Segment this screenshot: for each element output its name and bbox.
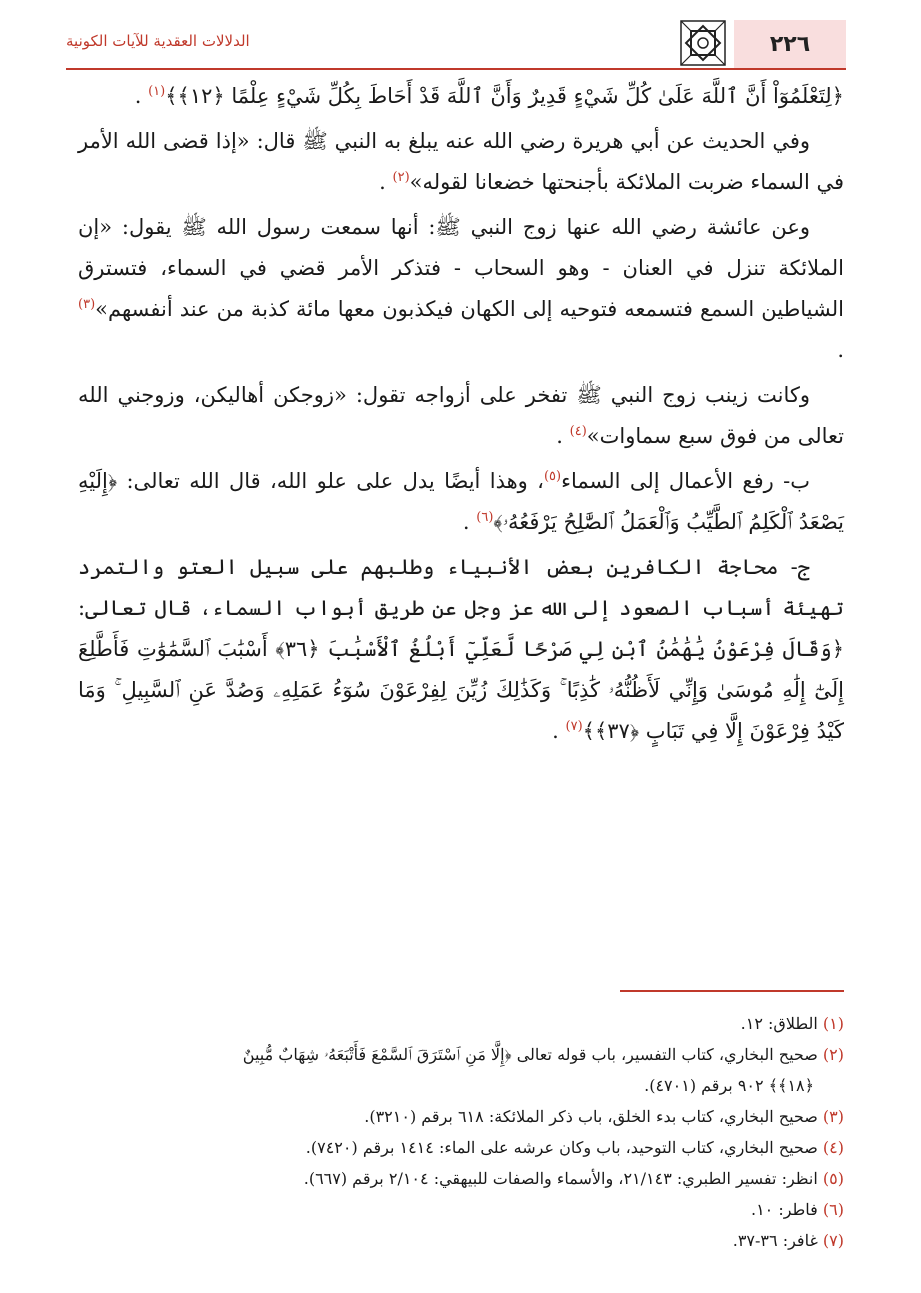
footnote-ref[interactable]: (١) (148, 84, 166, 99)
hadith-text: وكانت زينب زوج النبي ﷺ تفخر على أزواجه تقول: «زوجكن أهاليكن، وزوجني الله تعالى من فوق سبع سماوات» (78, 383, 844, 448)
footnote-item (78, 1008, 844, 1039)
footnote-divider (620, 990, 844, 992)
footnote-ref[interactable]: (٣) (78, 297, 96, 312)
footnotes (78, 1008, 844, 1256)
period: . (462, 510, 477, 534)
period: . (134, 84, 149, 108)
section-heading-b: ب- رفع الأعمال إلى السماء (561, 469, 810, 493)
hadith-text: وعن عائشة رضي الله عنها زوج النبي ﷺ: أنها سمعت رسول الله ﷺ يقول: «إن الملائكة تنزل في العنان - وهو السحاب - فتذكر الأمر قضي في السماء، فتسترق الشياطين السمع فتسمعه فتوحيه إلى الكهان فيكذبون معها مائة كذبة من عند أنفسهم» (78, 215, 844, 321)
footnote-item (78, 1163, 844, 1194)
footnote-text: فاطر: ١٠. (750, 1200, 818, 1219)
period: . (556, 424, 570, 448)
paragraph-2 (78, 121, 844, 203)
footnote-number: (٤) (822, 1138, 844, 1157)
footnote-item (78, 1225, 844, 1256)
footnote-text: غافر: ٣٦-٣٧. (732, 1231, 818, 1250)
period: . (552, 719, 566, 743)
footnote-continuation (78, 1070, 844, 1101)
footnote-ref[interactable]: (٧) (565, 719, 583, 734)
footnote-item (78, 1194, 844, 1225)
footnote-text: صحيح البخاري، كتاب بدء الخلق، باب ذكر الملائكة: ٦١٨ برقم (٣٢١٠). (364, 1107, 818, 1126)
paragraph-5 (78, 461, 844, 543)
octagram-ornament-icon (680, 20, 726, 66)
footnote-item (78, 1039, 844, 1070)
paragraph-3 (78, 207, 844, 371)
paragraph-1 (78, 76, 844, 117)
footnote-text: الطلاق: ١٢. (740, 1014, 818, 1033)
footnote-text: صحيح البخاري، كتاب التوحيد، باب وكان عرشه على الماء: ١٤١٤ برقم (٧٤٢٠). (305, 1138, 818, 1157)
paragraph-4 (78, 375, 844, 457)
hadith-text: وفي الحديث عن أبي هريرة رضي الله عنه يبلغ به النبي ﷺ قال: «إذا قضى الله الأمر في السماء ضربت الملائكة بأجنحتها خضعانا لقوله» (78, 129, 844, 194)
period: . (379, 170, 393, 194)
header-divider (66, 68, 846, 70)
body-text: ج- محاجة الكافرين بعض الأنبياء وطلبهم على سبيل العتو والتمرد تهيئة أسباب الصعود إلى الله عز وجل عن طريق أبواب السماء، قال تعالى: ﴿وَقَالَ فِرْعَوْنُ يَٰهَٰمَٰنُ ٱبْنِ لِي صَرْحًا لَّعَلِّيٓ أَبْلُغُ ٱلْأَسْبَٰبَ ﴿٣٦﴾ أَسْبَٰبَ ٱلسَّمَٰوَٰتِ فَأَطَّلِعَ إِلَىٰٓ إِلَٰهِ مُوسَىٰ وَإِنِّي لَأَظُنُّهُۥ كَٰذِبًا ۚ وَكَذَٰلِكَ زُيِّنَ لِفِرْعَوْنَ سُوٓءُ عَمَلِهِۦ وَصُدَّ عَنِ ٱلسَّبِيلِ ۚ وَمَا كَيْدُ فِرْعَوْنَ إِلَّا فِي تَبَابٍ ﴿٣٧﴾﴾ (78, 555, 844, 743)
footnote-ref[interactable]: (٥) (543, 469, 562, 484)
quran-verse: ﴿لِتَعْلَمُوٓاْ أَنَّ ٱللَّهَ عَلَىٰ كُلِّ شَيْءٍ قَدِيرٌ وَأَنَّ ٱللَّهَ قَدْ أَحَاطَ بِكُلِّ شَيْءٍ عِلْمًا ﴿١٢﴾﴾ (165, 84, 844, 108)
footnote-text: انظر: تفسير الطبري: ٢١/١٤٣، والأسماء والصفات للبيهقي: ٢/١٠٤ برقم (٦٦٧). (303, 1169, 818, 1188)
period: . (837, 338, 844, 362)
footnote-number: (٥) (822, 1169, 844, 1188)
running-title: الدلالات العقدية للآيات الكونية (66, 32, 250, 50)
page-header (66, 20, 846, 70)
footnote-number: (٧) (822, 1231, 844, 1250)
paragraph-6 (78, 547, 844, 752)
footnote-number: (٣) (822, 1107, 844, 1126)
footnote-item (78, 1101, 844, 1132)
footnote-text: صحيح البخاري، كتاب التفسير، باب قوله تعالى ﴿إِلَّا مَنِ ٱسْتَرَقَ ٱلسَّمْعَ فَأَتْبَعَهُۥ شِهَابٌ مُّبِينٌ (242, 1045, 818, 1064)
main-text (78, 76, 844, 756)
page-number: ٢٢٦ (734, 20, 846, 68)
footnote-number: (٢) (822, 1045, 844, 1064)
footnote-number: (٦) (822, 1200, 844, 1219)
footnote-ref[interactable]: (٢) (392, 170, 410, 185)
footnote-number: (١) (822, 1014, 844, 1033)
footnote-item (78, 1132, 844, 1163)
footnote-ref[interactable]: (٦) (476, 510, 494, 525)
body-text: ، وهذا أيضًا يدل على علو الله، قال الله تعالى: ﴿إِلَيْهِ يَصْعَدُ ٱلْكَلِمُ ٱلطَّيِّبُ وَٱلْعَمَلُ ٱلصَّٰلِحُ يَرْفَعُهُۥ﴾ (78, 469, 844, 534)
footnote-ref[interactable]: (٤) (569, 424, 587, 439)
footnote-text: ﴿١٨﴾﴾ ٩٠٢ برقم (٤٧٠١). (644, 1076, 814, 1095)
